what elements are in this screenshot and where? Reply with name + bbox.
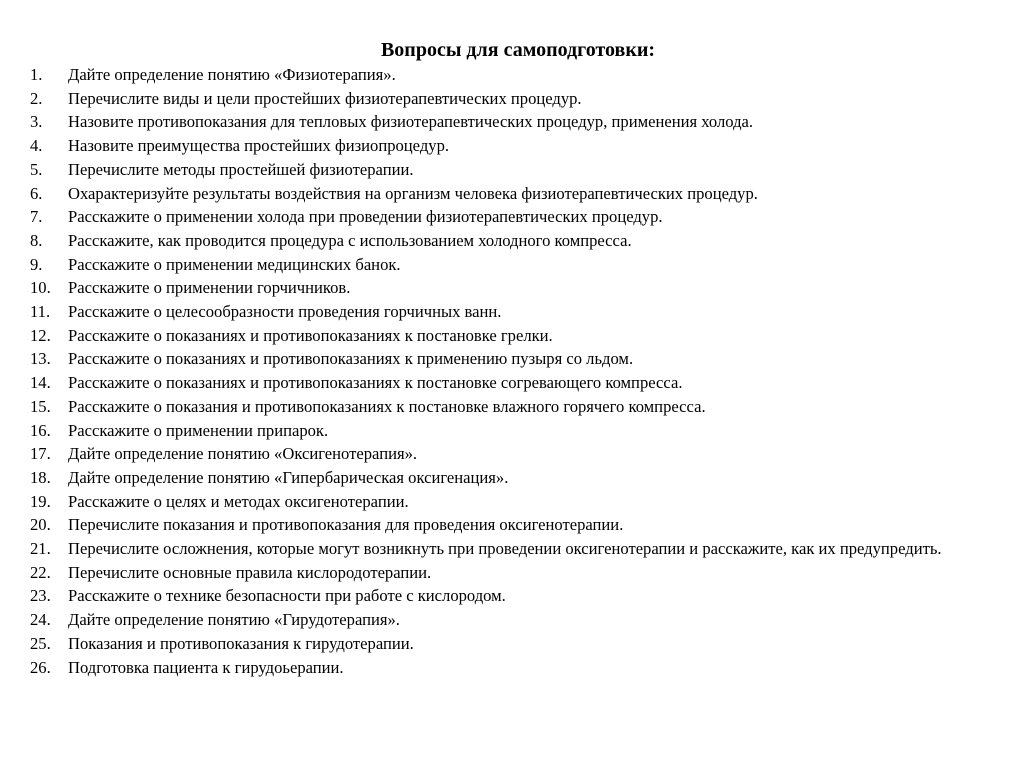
question-number: 18. bbox=[30, 467, 51, 487]
question-text: Дайте определение понятию «Гипербарическая оксигенация». bbox=[68, 467, 509, 487]
page-title: Вопросы для самоподготовки: bbox=[380, 39, 656, 61]
question-number: 21. bbox=[30, 539, 51, 559]
question-number: 11. bbox=[30, 302, 51, 322]
question-text: Расскажите о показаниях и противопоказаниях к применению пузыря со льдом. bbox=[68, 349, 634, 369]
question-item bbox=[30, 442, 1020, 466]
question-number: 13. bbox=[30, 349, 51, 369]
question-text: Расскажите, как проводится процедура с использованием холодного компресса. bbox=[68, 230, 632, 250]
question-item bbox=[30, 253, 1020, 277]
question-number: 4. bbox=[30, 136, 43, 156]
question-text: Перечислите методы простейшей физиотерапии. bbox=[68, 159, 414, 179]
question-number: 22. bbox=[30, 562, 51, 582]
question-text: Подготовка пациента к гирудоьерапии. bbox=[68, 657, 344, 677]
question-item bbox=[30, 656, 1020, 680]
question-text: Расскажите о целесообразности проведения горчичных ванн. bbox=[68, 302, 502, 322]
question-item bbox=[30, 395, 1020, 419]
question-text: Расскажите о показаниях и противопоказаниях к постановке грелки. bbox=[68, 325, 553, 345]
question-number: 3. bbox=[30, 112, 43, 132]
question-text: Расскажите о целях и методах оксигенотерапии. bbox=[68, 491, 409, 511]
question-number: 12. bbox=[30, 325, 51, 345]
question-text: Расскажите о технике безопасности при работе с кислородом. bbox=[68, 586, 506, 606]
question-number: 23. bbox=[30, 586, 51, 606]
question-number: 7. bbox=[30, 207, 43, 227]
question-item bbox=[30, 347, 1020, 371]
question-item bbox=[30, 276, 1020, 300]
question-number: 17. bbox=[30, 444, 51, 464]
question-item bbox=[30, 513, 1020, 537]
question-item bbox=[30, 205, 1020, 229]
question-text: Расскажите о показаниях и противопоказаниях к постановке согревающего компресса. bbox=[68, 373, 683, 393]
question-number: 2. bbox=[30, 88, 43, 108]
question-item bbox=[30, 182, 1020, 206]
question-number: 1. bbox=[30, 65, 43, 84]
question-text: Назовите преимущества простейших физиопроцедур. bbox=[68, 136, 450, 156]
question-text: Расскажите о применении горчичников. bbox=[68, 278, 351, 298]
question-number: 8. bbox=[30, 230, 43, 250]
question-text: Дайте определение понятию «Оксигенотерапия». bbox=[68, 444, 418, 464]
question-item bbox=[30, 537, 1020, 561]
question-item bbox=[30, 371, 1020, 395]
question-text: Расскажите о показания и противопоказаниях к постановке влажного горячего компресса. bbox=[68, 396, 706, 416]
question-number: 25. bbox=[30, 633, 51, 653]
question-number: 6. bbox=[30, 183, 43, 203]
question-item bbox=[30, 490, 1020, 514]
question-text: Перечислите основные правила кислородотерапии. bbox=[68, 562, 432, 582]
question-item bbox=[30, 324, 1020, 348]
question-item bbox=[30, 134, 1020, 158]
question-number: 24. bbox=[30, 610, 51, 630]
question-text: Дайте определение понятию «Физиотерапия». bbox=[68, 65, 396, 84]
question-number: 26. bbox=[30, 657, 51, 677]
question-number: 20. bbox=[30, 515, 51, 535]
questions-list bbox=[30, 63, 1020, 679]
question-number: 5. bbox=[30, 159, 43, 179]
question-item bbox=[30, 584, 1020, 608]
question-number: 14. bbox=[30, 373, 51, 393]
question-item bbox=[30, 419, 1020, 443]
question-item bbox=[30, 632, 1020, 656]
question-text: Расскажите о применении медицинских банок. bbox=[68, 254, 401, 274]
question-text: Охарактеризуйте результаты воздействия на организм человека физиотерапевтических процедур. bbox=[68, 183, 758, 203]
question-item bbox=[30, 561, 1020, 585]
question-text: Показания и противопоказания к гирудотерапии. bbox=[68, 633, 414, 653]
question-text: Расскажите о применении холода при проведении физиотерапевтических процедур. bbox=[68, 207, 663, 227]
question-item bbox=[30, 229, 1020, 253]
question-number: 9. bbox=[30, 254, 43, 274]
question-number: 15. bbox=[30, 396, 51, 416]
question-item bbox=[30, 158, 1020, 182]
question-item bbox=[30, 608, 1020, 632]
question-text: Перечислите осложнения, которые могут возникнуть при проведении оксигенотерапии и расскажите, как их предупредить. bbox=[68, 539, 942, 559]
question-text: Дайте определение понятию «Гирудотерапия». bbox=[68, 610, 400, 630]
question-number: 16. bbox=[30, 420, 51, 440]
question-text: Расскажите о применении припарок. bbox=[68, 420, 329, 440]
question-item bbox=[30, 63, 1020, 87]
question-item bbox=[30, 87, 1020, 111]
question-text: Перечислите виды и цели простейших физиотерапевтических процедур. bbox=[68, 88, 582, 108]
question-number: 10. bbox=[30, 278, 51, 298]
question-item bbox=[30, 110, 1020, 134]
question-item bbox=[30, 300, 1020, 324]
question-text: Назовите противопоказания для тепловых физиотерапевтических процедур, применения холода. bbox=[68, 112, 754, 132]
question-number: 19. bbox=[30, 491, 51, 511]
question-text: Перечислите показания и противопоказания для проведения оксигенотерапии. bbox=[68, 515, 624, 535]
question-item bbox=[30, 466, 1020, 490]
